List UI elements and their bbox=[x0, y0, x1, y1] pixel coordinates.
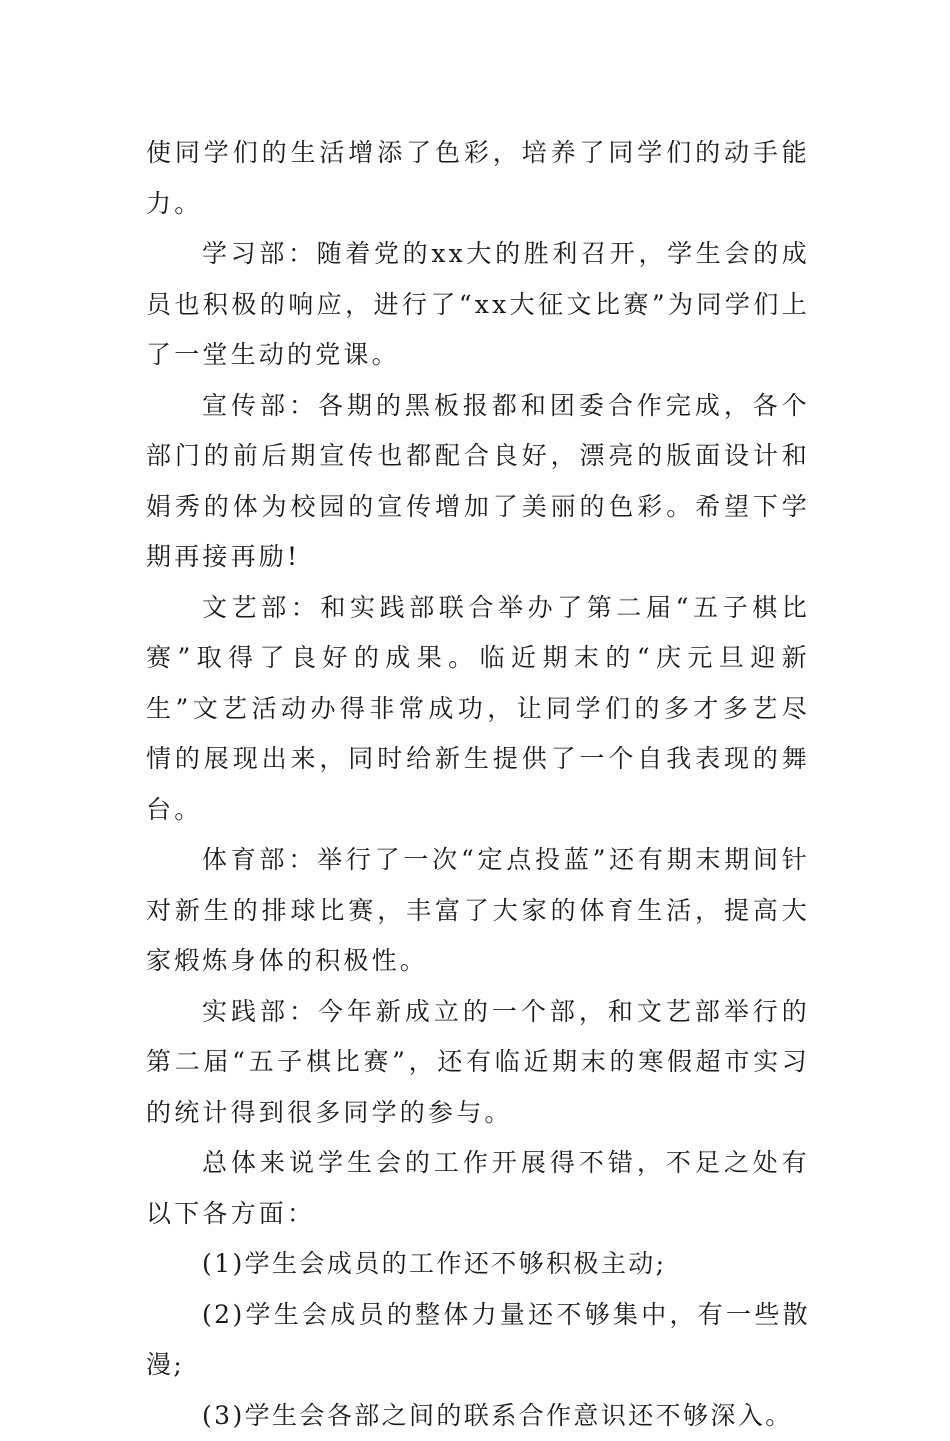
list-item-shortcoming-2: (2)学生会成员的整体力量还不够集中，有一些散漫; bbox=[146, 1290, 810, 1391]
paragraph-practice-department: 实践部：今年新成立的一个部，和文艺部举行的第二届“五子棋比赛”，还有临近期末的寒假超市实习的统计得到很多同学的参与。 bbox=[146, 987, 810, 1139]
list-item-shortcoming-1: (1)学生会成员的工作还不够积极主动; bbox=[146, 1239, 810, 1290]
document-body bbox=[146, 128, 810, 1441]
paragraph-sports-department: 体育部：举行了一次“定点投蓝”还有期末期间针对新生的排球比赛，丰富了大家的体育生活，提高大家煅炼身体的积极性。 bbox=[146, 835, 810, 987]
paragraph-summary: 总体来说学生会的工作开展得不错，不足之处有以下各方面： bbox=[146, 1138, 810, 1239]
list-item-shortcoming-3: (3)学生会各部之间的联系合作意识还不够深入。 bbox=[146, 1391, 810, 1441]
paragraph-continuation: 使同学们的生活增添了色彩，培养了同学们的动手能力。 bbox=[146, 128, 810, 229]
paragraph-study-department: 学习部：随着党的xx大的胜利召开，学生会的成员也积极的响应，进行了“xx大征文比赛”为同学们上了一堂生动的党课。 bbox=[146, 229, 810, 381]
paragraph-arts-department: 文艺部：和实践部联合举办了第二届“五子棋比赛”取得了良好的成果。临近期末的“庆元旦迎新生”文艺活动办得非常成功，让同学们的多才多艺尽情的展现出来，同时给新生提供了一个自我表现的舞台。 bbox=[146, 583, 810, 836]
paragraph-publicity-department: 宣传部：各期的黑板报都和团委合作完成，各个部门的前后期宣传也都配合良好，漂亮的版面设计和娟秀的体为校园的宣传增加了美丽的色彩。希望下学期再接再励! bbox=[146, 381, 810, 583]
